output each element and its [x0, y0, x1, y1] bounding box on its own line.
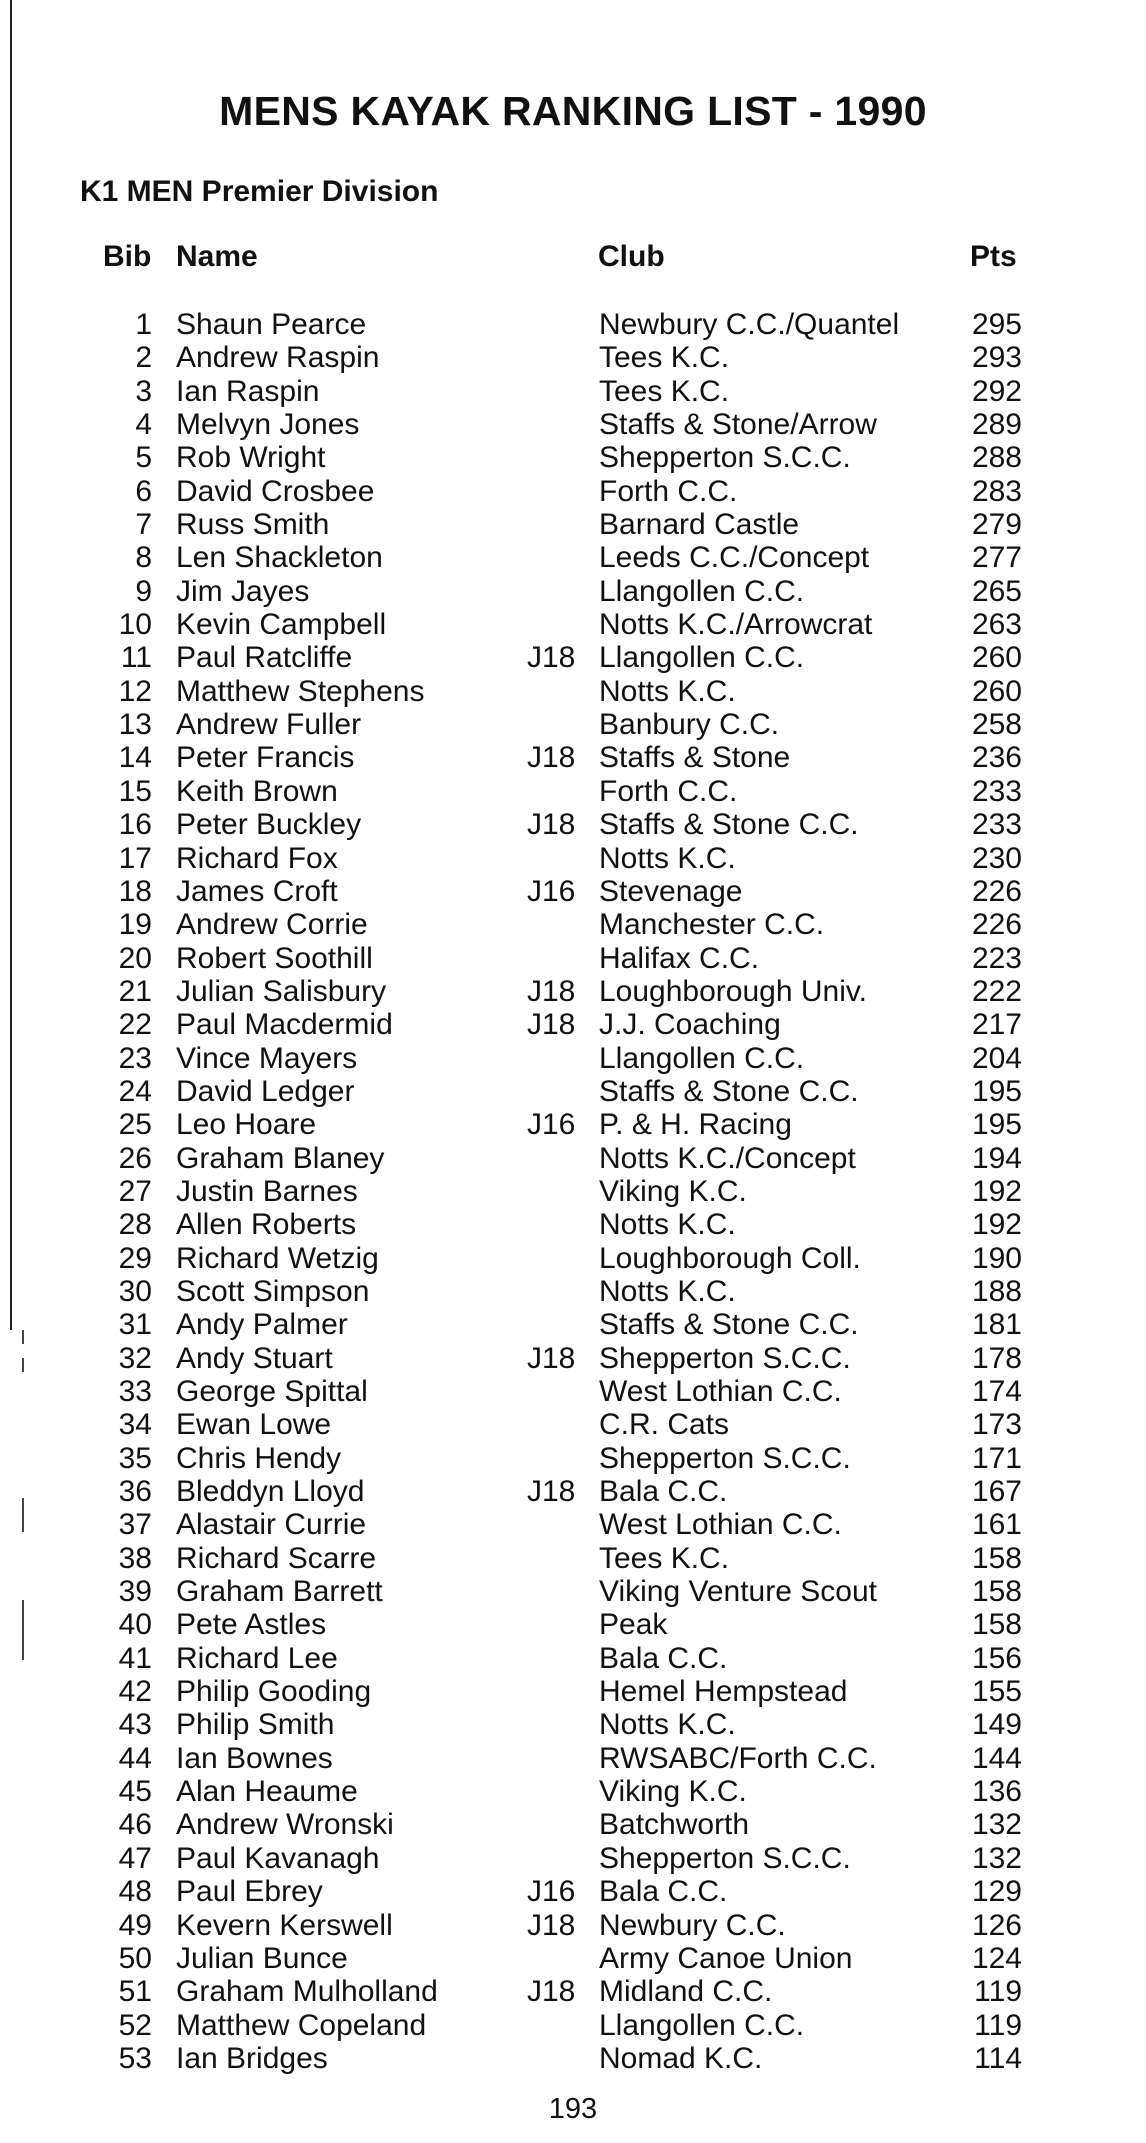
- bib-cell: 43: [118, 1708, 152, 1742]
- points-cell: 263: [971, 608, 1022, 642]
- bib-cell: 25: [118, 1108, 152, 1142]
- bib-cell: 29: [118, 1241, 152, 1275]
- points-cell: 265: [971, 574, 1022, 608]
- points-cell: 230: [971, 841, 1022, 875]
- table-row: [0, 341, 1146, 374]
- club-cell: Hemel Hempstead: [599, 1675, 848, 1709]
- name-cell: Ian Raspin: [176, 374, 320, 408]
- bib-cell: 48: [118, 1875, 152, 1909]
- bib-cell: 41: [118, 1641, 152, 1675]
- table-row: [0, 641, 1146, 674]
- bib-cell: 52: [118, 2008, 152, 2042]
- table-row: [0, 1775, 1146, 1808]
- points-cell: 178: [971, 1341, 1022, 1375]
- bib-cell: 17: [118, 841, 152, 875]
- points-cell: 277: [971, 541, 1022, 575]
- table-row: [0, 541, 1146, 574]
- club-cell: Army Canoe Union: [599, 1941, 853, 1975]
- club-cell: Nomad K.C.: [599, 2041, 763, 2075]
- table-row: [0, 908, 1146, 941]
- name-cell: Ian Bridges: [176, 2041, 328, 2075]
- junior-class-cell: J18: [527, 1008, 576, 1042]
- name-cell: David Crosbee: [176, 474, 375, 508]
- club-cell: Notts K.C.: [599, 1274, 736, 1308]
- points-cell: 283: [971, 474, 1022, 508]
- club-cell: Viking Venture Scout: [599, 1575, 877, 1609]
- club-cell: Bala C.C.: [599, 1641, 728, 1675]
- table-row: [0, 1542, 1146, 1575]
- table-row: [0, 1275, 1146, 1308]
- table-row: [0, 441, 1146, 474]
- bib-cell: 23: [118, 1041, 152, 1075]
- name-cell: Pete Astles: [176, 1608, 327, 1642]
- name-cell: Andrew Raspin: [176, 341, 380, 375]
- table-row: [0, 375, 1146, 408]
- club-cell: Newbury C.C./Quantel: [599, 308, 900, 341]
- bib-cell: 28: [118, 1208, 152, 1242]
- name-cell: Matthew Copeland: [176, 2008, 427, 2042]
- points-cell: 158: [971, 1608, 1022, 1642]
- name-cell: David Ledger: [176, 1074, 355, 1108]
- table-row: [0, 1909, 1146, 1942]
- name-cell: Julian Salisbury: [176, 974, 387, 1008]
- club-cell: Loughborough Univ.: [599, 974, 867, 1008]
- bib-cell: 13: [118, 708, 152, 742]
- points-cell: 173: [971, 1408, 1022, 1442]
- junior-class-cell: J18: [527, 1341, 576, 1375]
- points-cell: 124: [971, 1941, 1022, 1975]
- name-cell: Paul Macdermid: [176, 1008, 393, 1042]
- name-cell: Peter Buckley: [176, 808, 362, 842]
- table-row: [0, 741, 1146, 774]
- name-cell: Jim Jayes: [176, 574, 310, 608]
- bib-cell: 31: [118, 1308, 152, 1342]
- name-cell: Philip Smith: [176, 1708, 335, 1742]
- name-cell: Andrew Corrie: [176, 908, 368, 942]
- name-cell: Richard Scarre: [176, 1541, 377, 1575]
- bib-cell: 45: [118, 1775, 152, 1809]
- bib-cell: 22: [118, 1008, 152, 1042]
- bib-cell: 26: [118, 1141, 152, 1175]
- name-cell: Bleddyn Lloyd: [176, 1475, 365, 1509]
- name-cell: Len Shackleton: [176, 541, 383, 575]
- club-cell: Llangollen C.C.: [599, 1041, 805, 1075]
- table-row: [0, 1975, 1146, 2008]
- points-cell: 226: [971, 874, 1022, 908]
- name-cell: George Spittal: [176, 1375, 368, 1408]
- bib-cell: 19: [118, 908, 152, 942]
- club-cell: Staffs & Stone: [599, 741, 791, 775]
- name-cell: Richard Wetzig: [176, 1241, 379, 1275]
- bib-cell: 4: [135, 408, 152, 442]
- bib-cell: 40: [118, 1608, 152, 1642]
- name-cell: Ian Bownes: [176, 1741, 333, 1775]
- name-cell: Julian Bunce: [176, 1941, 348, 1975]
- bib-cell: 6: [135, 474, 152, 508]
- club-cell: West Lothian C.C.: [599, 1375, 842, 1408]
- page-number: 193: [548, 2093, 598, 2125]
- club-cell: Forth C.C.: [599, 474, 738, 508]
- bib-cell: 46: [118, 1808, 152, 1842]
- name-cell: Justin Barnes: [176, 1174, 358, 1208]
- name-cell: Ewan Lowe: [176, 1408, 332, 1442]
- table-row: [0, 975, 1146, 1008]
- points-cell: 223: [971, 941, 1022, 975]
- name-cell: Melvyn Jones: [176, 408, 360, 442]
- points-cell: 288: [971, 441, 1022, 475]
- bib-cell: 49: [118, 1908, 152, 1942]
- bib-cell: 37: [118, 1508, 152, 1542]
- junior-class-cell: J18: [527, 1908, 576, 1942]
- section-heading: K1 MEN Premier Division: [80, 175, 439, 208]
- club-cell: Notts K.C.: [599, 674, 736, 708]
- table-row: [0, 575, 1146, 608]
- bib-cell: 51: [118, 1975, 152, 2009]
- points-cell: 119: [974, 2008, 1022, 2042]
- name-cell: Vince Mayers: [176, 1041, 358, 1075]
- table-row: [0, 1042, 1146, 1075]
- name-cell: Philip Gooding: [176, 1675, 372, 1709]
- club-cell: Notts K.C.: [599, 1708, 736, 1742]
- table-row: [0, 408, 1146, 441]
- junior-class-cell: J16: [527, 1875, 576, 1909]
- table-row: [0, 1875, 1146, 1908]
- name-cell: Allen Roberts: [176, 1208, 357, 1242]
- points-cell: 174: [971, 1375, 1022, 1408]
- club-cell: Leeds C.C./Concept: [599, 541, 870, 575]
- bib-cell: 11: [120, 641, 152, 675]
- points-cell: 292: [971, 374, 1022, 408]
- name-cell: Paul Ratcliffe: [176, 641, 353, 675]
- bib-cell: 32: [118, 1341, 152, 1375]
- bib-cell: 7: [135, 508, 152, 542]
- points-cell: 260: [971, 674, 1022, 708]
- points-cell: 144: [971, 1741, 1022, 1775]
- table-row: [0, 1008, 1146, 1041]
- points-cell: 167: [971, 1475, 1022, 1509]
- bib-cell: 34: [118, 1408, 152, 1442]
- club-cell: Notts K.C./Concept: [599, 1141, 856, 1175]
- club-cell: Staffs & Stone C.C.: [599, 808, 859, 842]
- points-cell: 289: [971, 408, 1022, 442]
- bib-cell: 18: [118, 874, 152, 908]
- club-cell: Viking K.C.: [599, 1174, 747, 1208]
- table-row: [0, 1575, 1146, 1608]
- points-cell: 222: [971, 974, 1022, 1008]
- table-row: [0, 1608, 1146, 1641]
- bib-cell: 12: [118, 674, 152, 708]
- table-row: [0, 1642, 1146, 1675]
- bib-cell: 36: [118, 1475, 152, 1509]
- club-cell: West Lothian C.C.: [599, 1508, 842, 1542]
- table-row: [0, 1075, 1146, 1108]
- points-cell: 190: [971, 1241, 1022, 1275]
- name-cell: Chris Hendy: [176, 1441, 342, 1475]
- points-cell: 158: [971, 1541, 1022, 1575]
- club-cell: Staffs & Stone C.C.: [599, 1074, 859, 1108]
- club-cell: Shepperton S.C.C.: [599, 441, 851, 475]
- name-cell: Scott Simpson: [176, 1274, 370, 1308]
- club-cell: Staffs & Stone/Arrow: [599, 408, 877, 442]
- name-cell: Rob Wright: [176, 441, 326, 475]
- points-cell: 171: [971, 1441, 1022, 1475]
- points-cell: 279: [971, 508, 1022, 542]
- club-cell: P. & H. Racing: [599, 1108, 792, 1142]
- club-cell: Shepperton S.C.C.: [599, 1341, 851, 1375]
- junior-class-cell: J18: [527, 808, 576, 842]
- points-cell: 226: [971, 908, 1022, 942]
- table-row: [0, 675, 1146, 708]
- table-row: [0, 1942, 1146, 1975]
- club-cell: Shepperton S.C.C.: [599, 1841, 851, 1875]
- bib-cell: 50: [118, 1941, 152, 1975]
- name-cell: Alastair Currie: [176, 1508, 367, 1542]
- bib-cell: 9: [135, 574, 152, 608]
- points-cell: 194: [971, 1141, 1022, 1175]
- column-header-bib: Bib: [103, 240, 152, 273]
- name-cell: Matthew Stephens: [176, 674, 425, 708]
- name-cell: Keith Brown: [176, 774, 338, 808]
- page-title: MENS KAYAK RANKING LIST - 1990: [219, 88, 927, 134]
- name-cell: Richard Fox: [176, 841, 338, 875]
- junior-class-cell: J16: [527, 1108, 576, 1142]
- club-cell: Manchester C.C.: [599, 908, 825, 942]
- points-cell: 156: [971, 1641, 1022, 1675]
- bib-cell: 20: [118, 941, 152, 975]
- club-cell: Bala C.C.: [599, 1475, 728, 1509]
- name-cell: Shaun Pearce: [176, 308, 367, 341]
- points-cell: 204: [971, 1041, 1022, 1075]
- points-cell: 188: [971, 1274, 1022, 1308]
- club-cell: J.J. Coaching: [599, 1008, 781, 1042]
- table-row: [0, 808, 1146, 841]
- name-cell: Richard Lee: [176, 1641, 338, 1675]
- club-cell: Notts K.C.: [599, 1208, 736, 1242]
- name-cell: Robert Soothill: [176, 941, 373, 975]
- table-row: [0, 1708, 1146, 1741]
- table-row: [0, 1842, 1146, 1875]
- bib-cell: 1: [135, 308, 152, 341]
- points-cell: 114: [974, 2041, 1022, 2075]
- bib-cell: 53: [118, 2041, 152, 2075]
- bib-cell: 24: [118, 1074, 152, 1108]
- club-cell: Tees K.C.: [599, 1541, 730, 1575]
- club-cell: Staffs & Stone C.C.: [599, 1308, 859, 1342]
- bib-cell: 2: [135, 341, 152, 375]
- ranking-table: [0, 308, 1146, 2075]
- bib-cell: 42: [118, 1675, 152, 1709]
- junior-class-cell: J18: [527, 974, 576, 1008]
- table-row: [0, 2009, 1146, 2042]
- junior-class-cell: J18: [527, 741, 576, 775]
- club-cell: Banbury C.C.: [599, 708, 780, 742]
- points-cell: 233: [971, 774, 1022, 808]
- bib-cell: 39: [118, 1575, 152, 1609]
- club-cell: Newbury C.C.: [599, 1908, 786, 1942]
- points-cell: 158: [971, 1575, 1022, 1609]
- club-cell: Llangollen C.C.: [599, 574, 805, 608]
- name-cell: Kevin Campbell: [176, 608, 387, 642]
- club-cell: Llangollen C.C.: [599, 641, 805, 675]
- bib-cell: 44: [118, 1741, 152, 1775]
- club-cell: Notts K.C./Arrowcrat: [599, 608, 873, 642]
- bib-cell: 30: [118, 1274, 152, 1308]
- name-cell: Graham Blaney: [176, 1141, 385, 1175]
- table-row: [0, 1108, 1146, 1141]
- name-cell: Alan Heaume: [176, 1775, 358, 1809]
- club-cell: RWSABC/Forth C.C.: [599, 1741, 877, 1775]
- points-cell: 155: [971, 1675, 1022, 1709]
- name-cell: Graham Mulholland: [176, 1975, 438, 2009]
- name-cell: Paul Ebrey: [176, 1875, 323, 1909]
- junior-class-cell: J16: [527, 874, 576, 908]
- table-row: [0, 1142, 1146, 1175]
- club-cell: C.R. Cats: [599, 1408, 730, 1442]
- bib-cell: 5: [135, 441, 152, 475]
- name-cell: Andrew Wronski: [176, 1808, 394, 1842]
- bib-cell: 35: [118, 1441, 152, 1475]
- points-cell: 260: [971, 641, 1022, 675]
- bib-cell: 15: [118, 774, 152, 808]
- table-row: [0, 608, 1146, 641]
- column-header-pts: Pts: [970, 240, 1017, 273]
- column-header-club: Club: [598, 240, 665, 273]
- bib-cell: 21: [118, 974, 152, 1008]
- name-cell: Peter Francis: [176, 741, 355, 775]
- club-cell: Viking K.C.: [599, 1775, 747, 1809]
- table-row: [0, 942, 1146, 975]
- points-cell: 293: [971, 341, 1022, 375]
- points-cell: 119: [974, 1975, 1022, 2009]
- table-row: [0, 1742, 1146, 1775]
- points-cell: 192: [971, 1174, 1022, 1208]
- table-row: [0, 1375, 1146, 1408]
- club-cell: Notts K.C.: [599, 841, 736, 875]
- table-row: [0, 1675, 1146, 1708]
- bib-cell: 16: [118, 808, 152, 842]
- table-row: [0, 875, 1146, 908]
- club-cell: Llangollen C.C.: [599, 2008, 805, 2042]
- table-row: [0, 1208, 1146, 1241]
- points-cell: 132: [971, 1808, 1022, 1842]
- points-cell: 181: [971, 1308, 1022, 1342]
- points-cell: 236: [971, 741, 1022, 775]
- name-cell: Graham Barrett: [176, 1575, 383, 1609]
- table-row: [0, 708, 1146, 741]
- points-cell: 192: [971, 1208, 1022, 1242]
- points-cell: 149: [971, 1708, 1022, 1742]
- club-cell: Stevenage: [599, 874, 743, 908]
- table-row: [0, 1175, 1146, 1208]
- club-cell: Tees K.C.: [599, 374, 730, 408]
- table-row: [0, 775, 1146, 808]
- name-cell: Leo Hoare: [176, 1108, 317, 1142]
- table-row: [0, 475, 1146, 508]
- table-row: [0, 842, 1146, 875]
- junior-class-cell: J18: [527, 641, 576, 675]
- points-cell: 129: [971, 1875, 1022, 1909]
- table-row: [0, 1308, 1146, 1341]
- club-cell: Tees K.C.: [599, 341, 730, 375]
- name-cell: James Croft: [176, 874, 338, 908]
- name-cell: Andrew Fuller: [176, 708, 362, 742]
- table-row: [0, 1508, 1146, 1541]
- bib-cell: 47: [118, 1841, 152, 1875]
- bib-cell: 8: [135, 541, 152, 575]
- points-cell: 217: [971, 1008, 1022, 1042]
- table-row: [0, 2042, 1146, 2075]
- table-row: [0, 1808, 1146, 1841]
- table-row: [0, 1408, 1146, 1441]
- name-cell: Andy Stuart: [176, 1341, 333, 1375]
- club-cell: Loughborough Coll.: [599, 1241, 861, 1275]
- table-row: [0, 1242, 1146, 1275]
- table-row: [0, 1475, 1146, 1508]
- points-cell: 161: [971, 1508, 1022, 1542]
- name-cell: Paul Kavanagh: [176, 1841, 380, 1875]
- points-cell: 136: [971, 1775, 1022, 1809]
- table-row: [0, 1442, 1146, 1475]
- bib-cell: 27: [118, 1174, 152, 1208]
- junior-class-cell: J18: [527, 1975, 576, 2009]
- club-cell: Bala C.C.: [599, 1875, 728, 1909]
- points-cell: 132: [971, 1841, 1022, 1875]
- club-cell: Forth C.C.: [599, 774, 738, 808]
- points-cell: 195: [971, 1074, 1022, 1108]
- bib-cell: 14: [118, 741, 152, 775]
- bib-cell: 3: [135, 374, 152, 408]
- points-cell: 195: [971, 1108, 1022, 1142]
- bib-cell: 38: [118, 1541, 152, 1575]
- name-cell: Kevern Kerswell: [176, 1908, 393, 1942]
- club-cell: Batchworth: [599, 1808, 750, 1842]
- junior-class-cell: J18: [527, 1475, 576, 1509]
- club-cell: Peak: [599, 1608, 668, 1642]
- table-row: [0, 508, 1146, 541]
- table-row: [0, 308, 1146, 341]
- club-cell: Barnard Castle: [599, 508, 800, 542]
- club-cell: Shepperton S.C.C.: [599, 1441, 851, 1475]
- table-row: [0, 1342, 1146, 1375]
- name-cell: Russ Smith: [176, 508, 330, 542]
- points-cell: 233: [971, 808, 1022, 842]
- bib-cell: 33: [118, 1375, 152, 1408]
- points-cell: 258: [971, 708, 1022, 742]
- club-cell: Midland C.C.: [599, 1975, 773, 2009]
- points-cell: 295: [971, 308, 1022, 341]
- column-header-name: Name: [176, 240, 258, 273]
- club-cell: Halifax C.C.: [599, 941, 760, 975]
- bib-cell: 10: [118, 608, 152, 642]
- name-cell: Andy Palmer: [176, 1308, 348, 1342]
- points-cell: 126: [971, 1908, 1022, 1942]
